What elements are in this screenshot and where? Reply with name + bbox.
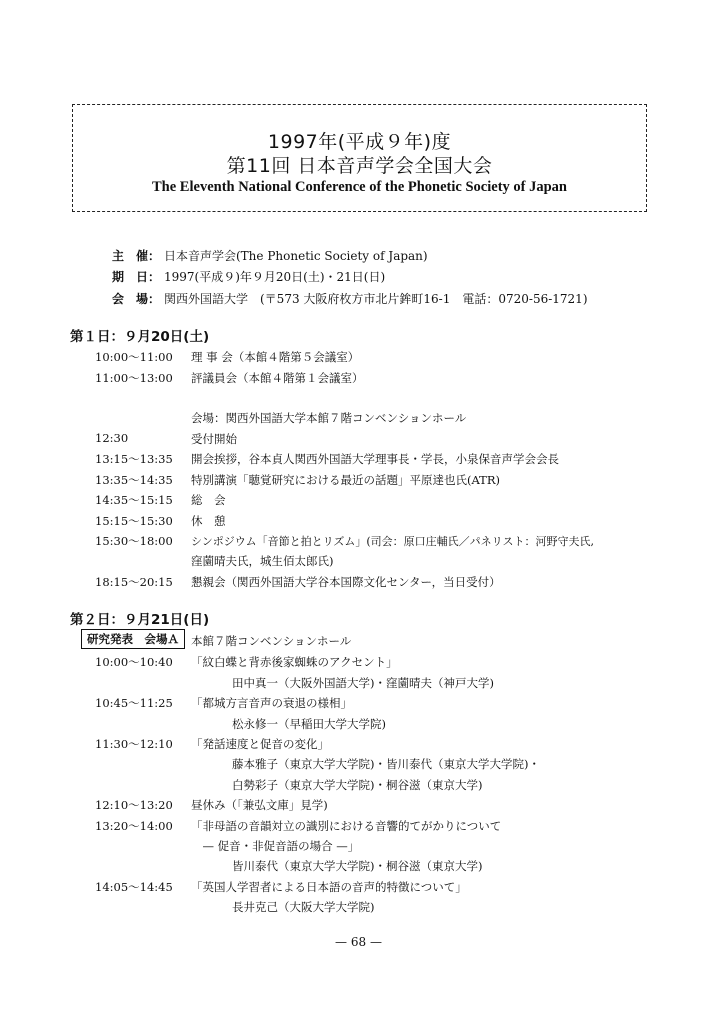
title-year: 1997年(平成９年)度 bbox=[267, 131, 452, 153]
title-conference: 第11回 日本音声学会全国大会 bbox=[226, 155, 493, 177]
info-date: 期 日： 1997(平成９)年９月20日(土)・21日(日) bbox=[112, 270, 386, 284]
title-box bbox=[72, 104, 647, 212]
session-badge: 研究発表 会場Ａ bbox=[81, 629, 185, 649]
info-organizer: 主 催： 日本音声学会(The Phonetic Society of Japan) bbox=[112, 249, 428, 263]
day2-heading: 第２日：９月21日(日) bbox=[70, 612, 210, 628]
session-hall: 本館７階コンベンションホール bbox=[191, 634, 352, 648]
page-number: — 68 — bbox=[335, 935, 382, 949]
info-venue: 会 場： 関西外国語大学 (〒573 大阪府枚方市北片鉾町16-1 電話：0720-56-1721) bbox=[112, 292, 588, 306]
title-english: The Eleventh National Conference of the Phonetic Society of Japan bbox=[152, 179, 567, 195]
day1-heading: 第１日：９月20日(土) bbox=[70, 329, 210, 345]
